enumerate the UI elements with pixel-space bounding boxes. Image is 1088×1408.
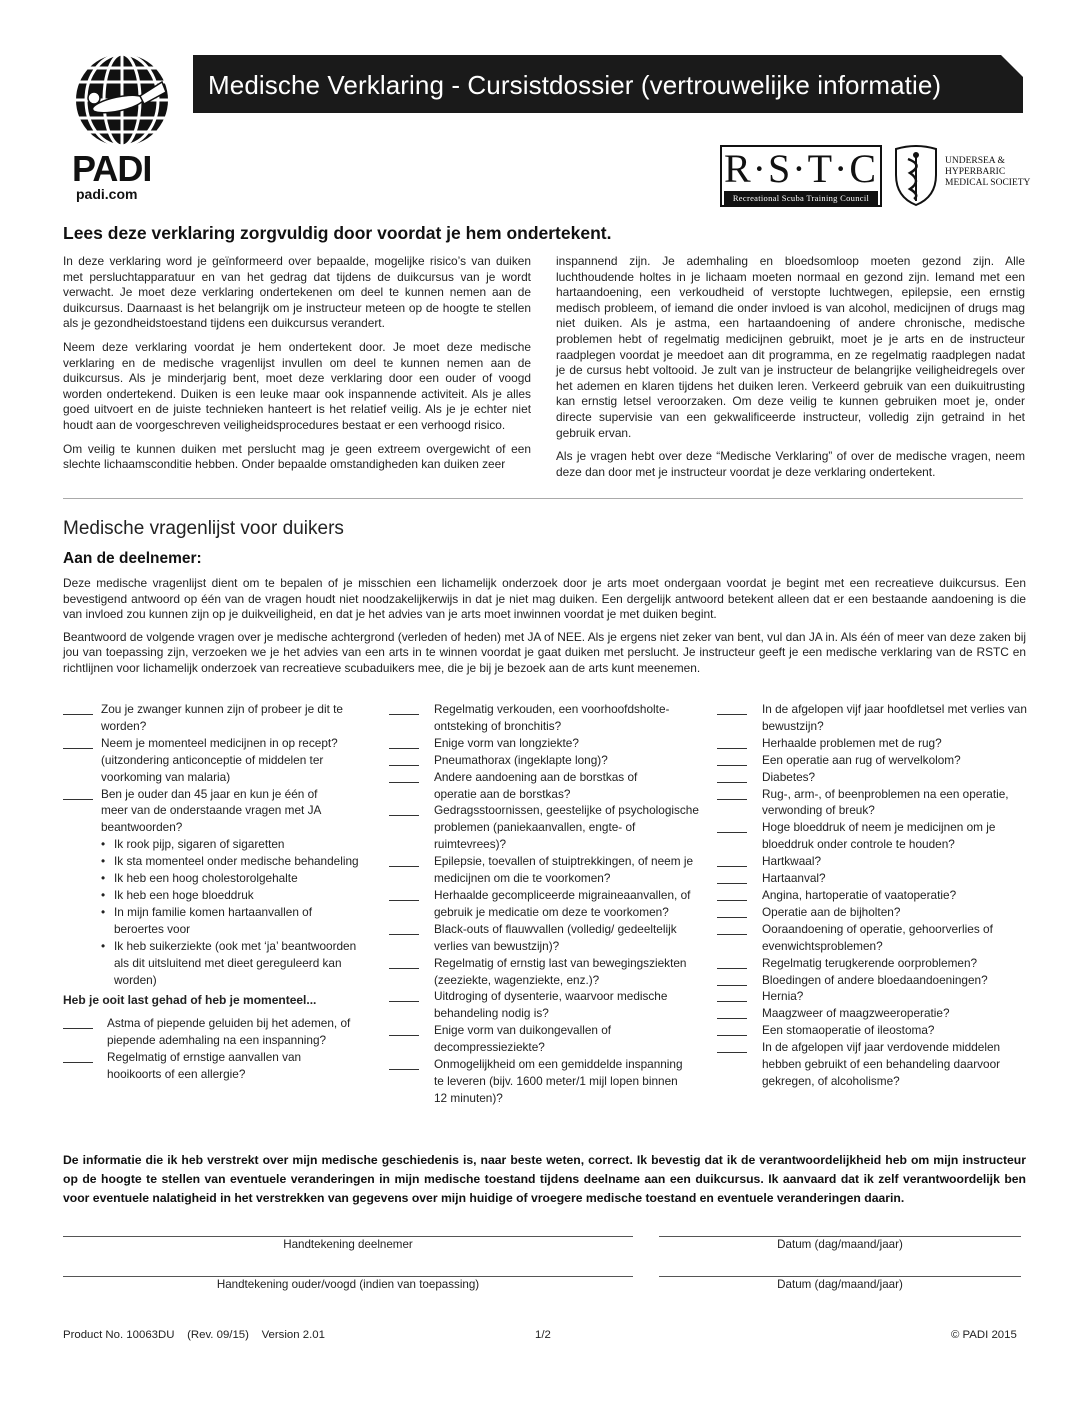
question-text: Onmogelijkheid om een gemiddelde inspanning te leveren (bijv. 1600 meter/1 mijl lopen binnen 12 minuten)? bbox=[434, 1057, 683, 1105]
question-item bbox=[717, 904, 1027, 921]
declaration-text: De informatie die ik heb verstrekt over mijn medische geschiedenis is, naar beste weten, correct. Ik bevestig dat ik de verantwoordelijkheid heb om mijn instructeur op de hoogte te stellen van eventuele veranderingen in mijn medische toestand tijdens deelname aan een duikcursus. Ik aanvaard dat ik zelf verantwoordelijk ben voor eventuele nalatigheid in het verstrekken van gegevens over mijn huidige of vroegere medische toestand en eventuele veranderingen daarin. bbox=[63, 1153, 1026, 1205]
question-item bbox=[63, 786, 333, 837]
question-text: Andere aandoening aan de borstkas of operatie aan de borstkas? bbox=[434, 769, 638, 801]
question-item bbox=[389, 988, 699, 1022]
question-text: In de afgelopen vijf jaar verdovende middelen hebben gebruikt of een behandeling daarvoor gekregen, of alcoholisme? bbox=[762, 1040, 1001, 1088]
rstc-logo-caption: Recreational Scuba Training Council bbox=[724, 191, 878, 205]
question-item bbox=[717, 955, 1027, 972]
globe-diver-icon bbox=[72, 52, 172, 150]
intro-paragraph: Om veilig te kunnen duiken met perslucht mag je geen extreem overgewicht of een slechte lichaamsconditie hebben. Onder bepaalde omstandigheden kan duiken zeer bbox=[63, 441, 531, 472]
question-text: Enige vorm van duikongevallen of decompressieziekte? bbox=[434, 1023, 612, 1055]
question-item bbox=[717, 819, 1027, 853]
question-text: Regelmatig terugkerende oorproblemen? bbox=[762, 955, 978, 970]
question-item bbox=[717, 1039, 1027, 1090]
question-item bbox=[717, 701, 1027, 735]
copyright: © PADI 2015 bbox=[951, 1329, 1017, 1341]
question-item bbox=[717, 988, 1027, 1005]
questionnaire-intro-paragraph: Beantwoord de volgende vragen over je medische achtergrond (verleden of heden) met JA of NEE. Als je ergens niet zeker van bent, vul dan JA in. Als één of meer van deze zaken bij jou van toepassing zijn, verzoeken we je het advies van een arts in te winnen voordat je gaat duiken met perslucht. Je instructeur geeft je een medische verklaring van de RSTC en richtlijnen voor lichamelijk onderzoek van recreatieve scubaduikers mee, die je bij je bezoek aan de arts kunt meenemen. bbox=[63, 629, 1026, 675]
padi-logo bbox=[72, 52, 172, 202]
question-item bbox=[717, 972, 1027, 989]
question-text: Diabetes? bbox=[762, 769, 816, 784]
question-item bbox=[389, 735, 699, 752]
question-text: Pneumathorax (ingeklapte long)? bbox=[434, 752, 608, 767]
question-text: Hartkwaal? bbox=[762, 854, 822, 869]
question-text: Rug-, arm-, of beenproblemen na een operatie, verwonding of breuk? bbox=[762, 786, 1009, 818]
question-text: Maagzweer of maagzweeroperatie? bbox=[762, 1006, 950, 1021]
question-item bbox=[389, 955, 696, 989]
question-text: Zou je zwanger kunnen zijn of probeer je dit te worden? bbox=[101, 702, 343, 733]
uhms-emblem-icon bbox=[892, 145, 940, 207]
uhms-line: HYPERBARIC bbox=[945, 167, 1006, 177]
question-item bbox=[389, 752, 699, 769]
bullet-list bbox=[63, 836, 361, 988]
question-item bbox=[717, 769, 1027, 786]
uhms-line: MEDICAL SOCIETY bbox=[945, 178, 1031, 188]
question-item bbox=[63, 701, 373, 735]
question-column-1 bbox=[63, 701, 373, 1083]
question-item bbox=[389, 1022, 674, 1056]
question-text: Angina, hartoperatie of vaatoperatie? bbox=[762, 887, 957, 902]
question-text: Regelmatig of ernstig last van bewegingsziekten (zeeziekte, wagenziekte, enz.)? bbox=[434, 955, 687, 987]
bullet-item: • In mijn familie komen hartaanvallen of beroertes voor bbox=[101, 904, 361, 938]
question-item bbox=[717, 853, 1027, 870]
intro-paragraph: Als je vragen hebt over deze “Medische Verklaring” of over de medische vragen, neem deze dan door met je instructeur voordat je deze verklaring ondertekent. bbox=[556, 449, 1025, 479]
page-title: Medische Verklaring - Cursistdossier (vertrouwelijke informatie) bbox=[208, 70, 942, 100]
question-item bbox=[717, 786, 1027, 820]
question-item bbox=[63, 1015, 373, 1049]
uhms-logo bbox=[892, 145, 940, 207]
question-text: Black-outs of flauwvallen (volledig/ gedeeltelijk verlies van bewustzijn)? bbox=[434, 921, 677, 953]
question-text: Neem je momenteel medicijnen in op recept? (uitzondering anticonceptie of middelen ter voorkoming van malaria) bbox=[101, 735, 338, 784]
question-text: Astma of piepende geluiden bij het ademen, of piepende ademhaling na een inspanning? bbox=[107, 1016, 351, 1048]
padi-wordmark: PADI bbox=[72, 148, 152, 189]
question-text: Hernia? bbox=[762, 989, 804, 1004]
question-item bbox=[63, 735, 373, 786]
question-text: In de afgelopen vijf jaar hoofdletsel met verlies van bewustzijn? bbox=[762, 702, 1027, 733]
question-item bbox=[717, 1022, 1027, 1039]
questionnaire-subtitle: Aan de deelnemer: bbox=[63, 550, 202, 567]
question-text: Een stomaoperatie of ileostoma? bbox=[762, 1023, 935, 1038]
question-item bbox=[389, 853, 699, 887]
question-item bbox=[389, 701, 699, 735]
bullet-item: • Ik sta momenteel onder medische behandeling bbox=[101, 853, 361, 870]
uhms-line: UNDERSEA & bbox=[945, 156, 1005, 166]
question-text: Uitdroging of dysenterie, waarvoor medische behandeling nodig is? bbox=[434, 989, 668, 1021]
bullet-item: • Ik heb een hoog cholestorolgehalte bbox=[101, 870, 361, 887]
question-item bbox=[389, 921, 694, 955]
uhms-name bbox=[945, 156, 1030, 189]
question-text: Bloedingen of andere bloedaandoeningen? bbox=[762, 972, 988, 987]
question-item bbox=[717, 870, 1027, 887]
question-text: Gedragsstoornissen, geestelijke of psychologische problemen (paniekaanvallen, engte- of ruimtevrees)? bbox=[434, 803, 699, 852]
question-text: Ben je ouder dan 45 jaar en kun je één of meer van de onderstaande vragen met JA beantwoorden? bbox=[101, 786, 321, 835]
rstc-logo bbox=[720, 145, 882, 207]
question-text: Een operatie aan rug of wervelkolom? bbox=[762, 752, 961, 767]
section-divider bbox=[63, 498, 1023, 499]
question-item bbox=[717, 752, 1027, 769]
history-header: Heb je ooit last gehad of heb je momenteel... bbox=[63, 993, 317, 1008]
question-text: Regelmatig verkouden, een voorhoofdsholte-ontsteking of bronchitis? bbox=[434, 702, 670, 733]
bullet-item: • Ik heb suikerziekte (ook met ‘ja’ beantwoorden als dit uitsluitend met dieet gereguleerd kan worden) bbox=[101, 938, 361, 989]
intro-paragraph: Neem deze verklaring voordat je hem ondertekent door. Je moet deze medische verklaring en de medische vragenlijst invullen om deel te kunnen nemen aan de duikcursus. Als je minderjarig bent, moet deze verklaring door een ouder of voogd worden ondertekend. Duiken is een leuke maar ook inspannende activiteit. Als je alles goed uitvoert en de juiste technieken hanteert is het relatief veilig. Als je je echter niet houdt aan de voorgeschreven veiligheidsprocedures bestaat er een verhoogd risico. bbox=[63, 339, 531, 432]
question-text: Operatie aan de bijholten? bbox=[762, 904, 901, 919]
question-item bbox=[389, 887, 699, 921]
question-column-2 bbox=[389, 701, 699, 1107]
question-text: Enige vorm van longziekte? bbox=[434, 735, 579, 750]
question-item bbox=[389, 1056, 692, 1107]
intro-right-column bbox=[556, 254, 1025, 488]
question-text: Hartaanval? bbox=[762, 871, 826, 886]
question-item bbox=[717, 887, 1027, 904]
rstc-logo-letters: R·S·T·C bbox=[724, 146, 878, 191]
bullet-item: • Ik heb een hoge bloeddruk bbox=[101, 887, 361, 904]
lead-heading: Lees deze verklaring zorgvuldig door voordat je hem ondertekent. bbox=[63, 223, 612, 243]
intro-paragraph: inspannend zijn. Je ademhaling en bloedsomloop moeten gezond zijn. Alle luchthoudende holtes in je lichaam moeten normaal en gezond zijn. Iemand met een hartaandoening, een verkoudheid of verstopte luchtwegen, epilepsie, een ernstig medisch probleem, of iemand die onder invloed is van alcohol, medicijnen of drugs mag niet duiken. Als je astma, een hartaandoening of andere chronische, medische problemen hebt of regelmatig medicijnen gebruikt, moet je je arts en de instructeur raadplegen voordat je meedoet aan dit programma, en ze regelmatig raadplegen nadat je de cursus hebt voltooid. Je zult van je instructeur de belangrijke veiligheidregels over het ademen en klaren tijdens het duiken leren. Verkeerd gebruik van een duikuitrusting kan ernstig letsel veroorzaken. Om deze veilig te kunnen gebruiken moet je, onder directe supervisie van een gekwalificeerde instructeur, volledig zijn getraind in het gebruik ervan. bbox=[556, 254, 1025, 440]
question-text: Epilepsie, toevallen of stuiptrekkingen, of neem je medicijnen om die te voorkomen? bbox=[434, 854, 694, 886]
question-text: Herhaalde problemen met de rug? bbox=[762, 735, 942, 750]
intro-paragraph: In deze verklaring word je geïnformeerd over bepaalde, mogelijke risico’s van duiken met persluchtapparatuur en van het gedrag dat tijdens de duikcursus van je wordt verwacht. Je moet deze verklaring ondertekenen om deel te kunnen nemen aan de duikcursus. Daarnaast is het belangrijk om je instructeur meteen op de hoogte te stellen als je gezondheidstoestand tijdens een duikcursus verandert. bbox=[63, 254, 531, 331]
page-number: 1/2 bbox=[535, 1329, 551, 1341]
intro-left-column bbox=[63, 254, 531, 481]
date-label-2: Datum (dag/maand/jaar) bbox=[777, 1278, 903, 1291]
question-item bbox=[717, 735, 1027, 752]
question-text: Regelmatig of ernstige aanvallen van hooikoorts of een allergie? bbox=[107, 1050, 302, 1082]
question-text: Herhaalde gecompliceerde migraineaanvallen, of gebruik je medicatie om deze te voorkomen? bbox=[434, 887, 691, 919]
date-label-1: Datum (dag/maand/jaar) bbox=[777, 1238, 903, 1251]
questionnaire-title: Medische vragenlijst voor duikers bbox=[63, 518, 344, 539]
bullet-item: • Ik rook pijp, sigaren of sigaretten bbox=[101, 836, 361, 853]
question-column-3 bbox=[717, 701, 1027, 1090]
question-item bbox=[717, 1005, 1027, 1022]
questionnaire-intro bbox=[63, 576, 1026, 684]
question-item bbox=[717, 921, 1027, 955]
question-item bbox=[389, 769, 654, 803]
guardian-signature-label: Handtekening ouder/voogd (indien van toepassing) bbox=[216, 1278, 480, 1291]
questionnaire-intro-paragraph: Deze medische vragenlijst dient om te bepalen of je misschien een lichamelijk onderzoek door je arts moet ondergaan voordat je begint met een recreatieve duikcursus. Een bevestigend antwoord op één van de vragen houdt niet noodzakelijkerwijs in dat je niet mag duiken. Een dergelijk antwoord betekent alleen dat er een bestaande aandoening is die van invloed zou kunnen zijn op je duikveiligheid, en dat je het advies van je arts moet inwinnen voordat je met duiken begint. bbox=[63, 576, 1026, 622]
participant-signature-label: Handtekening deelnemer bbox=[283, 1238, 413, 1251]
question-text: Ooraandoening of operatie, gehoorverlies of evenwichtsproblemen? bbox=[762, 921, 993, 953]
question-item bbox=[389, 802, 699, 853]
question-text: Hoge bloeddruk of neem je medicijnen om je bloeddruk onder controle te houden? bbox=[762, 820, 996, 852]
padi-url: padi.com bbox=[76, 186, 138, 202]
question-item bbox=[63, 1049, 327, 1083]
product-number: Product No. 10063DU (Rev. 09/15) Version 2.01 bbox=[63, 1329, 325, 1341]
